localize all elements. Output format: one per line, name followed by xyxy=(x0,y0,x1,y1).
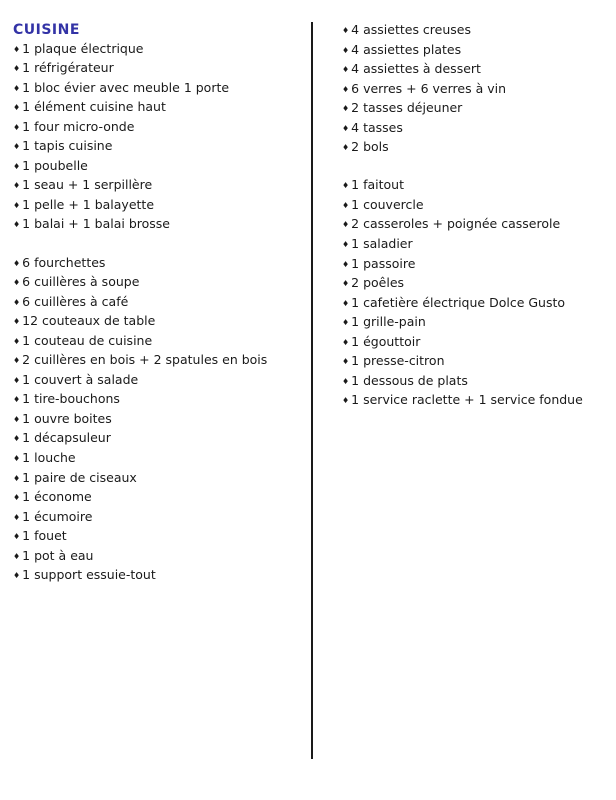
list-item xyxy=(13,390,305,410)
list-item xyxy=(13,547,305,567)
list-item-text: 4 assiettes à dessert xyxy=(351,61,481,77)
list-item-text: 1 support essuie-tout xyxy=(22,567,156,583)
list-item-text: 1 fouet xyxy=(22,528,67,544)
list-item xyxy=(13,312,305,332)
bullet-icon: ♦ xyxy=(342,298,350,308)
list-item-text: 4 assiettes plates xyxy=(351,41,462,57)
bullet-icon: ♦ xyxy=(13,200,21,210)
list-item-text: 4 tasses xyxy=(351,119,403,135)
list-item-text: 2 cuillères en bois + 2 spatules en bois xyxy=(22,352,268,368)
list-item-text: 1 ouvre boites xyxy=(22,410,112,426)
right-column-group-1 xyxy=(342,21,610,158)
list-item xyxy=(13,429,305,449)
list-item-text: 2 casseroles + poignée casserole xyxy=(351,216,561,232)
bullet-icon: ♦ xyxy=(342,65,350,75)
list-item-text: 1 passoire xyxy=(351,255,416,271)
column-divider xyxy=(311,22,313,759)
bullet-icon: ♦ xyxy=(13,181,21,191)
list-item-text: 1 couvercle xyxy=(351,196,424,212)
list-item xyxy=(13,118,305,138)
list-item-text: 1 poubelle xyxy=(22,157,88,173)
bullet-icon: ♦ xyxy=(342,104,350,114)
bullet-icon: ♦ xyxy=(13,356,21,366)
list-item-text: 1 plaque électrique xyxy=(22,40,144,56)
list-item-text: 1 tapis cuisine xyxy=(22,138,113,154)
list-item-text: 6 verres + 6 verres à vin xyxy=(351,80,506,96)
list-item xyxy=(13,410,305,430)
list-item xyxy=(13,40,305,60)
list-item xyxy=(342,294,610,314)
bullet-icon: ♦ xyxy=(13,278,21,288)
bullet-icon: ♦ xyxy=(342,376,350,386)
list-item xyxy=(342,196,610,216)
list-item-text: 1 paire de ciseaux xyxy=(22,469,137,485)
list-item xyxy=(13,157,305,177)
list-item xyxy=(342,313,610,333)
bullet-icon: ♦ xyxy=(13,103,21,113)
list-item-text: 1 élément cuisine haut xyxy=(22,99,166,115)
list-item-text: 12 couteaux de table xyxy=(22,313,156,329)
list-item xyxy=(13,176,305,196)
list-item-text: 4 assiettes creuses xyxy=(351,22,471,37)
bullet-icon: ♦ xyxy=(13,414,21,424)
list-item xyxy=(13,293,305,313)
list-item-text: 2 poêles xyxy=(351,275,405,291)
bullet-icon: ♦ xyxy=(342,318,350,328)
bullet-icon: ♦ xyxy=(342,337,350,347)
list-item xyxy=(342,21,610,41)
list-item xyxy=(13,566,305,586)
list-item-text: 1 décapsuleur xyxy=(22,430,111,446)
bullet-icon: ♦ xyxy=(342,181,350,191)
list-item-text: 1 couteau de cuisine xyxy=(22,332,153,348)
bullet-icon: ♦ xyxy=(342,123,350,133)
bullet-icon: ♦ xyxy=(13,44,21,54)
bullet-icon: ♦ xyxy=(13,375,21,385)
bullet-icon: ♦ xyxy=(13,258,21,268)
list-item xyxy=(342,391,610,411)
bullet-icon: ♦ xyxy=(342,220,350,230)
list-item xyxy=(342,138,610,158)
list-item xyxy=(13,215,305,235)
bullet-icon: ♦ xyxy=(13,161,21,171)
bullet-icon: ♦ xyxy=(342,200,350,210)
list-item-text: 6 cuillères à café xyxy=(22,293,129,309)
list-item xyxy=(13,332,305,352)
list-item xyxy=(13,196,305,216)
list-item xyxy=(13,469,305,489)
right-column xyxy=(342,21,610,411)
list-item xyxy=(342,235,610,255)
list-item xyxy=(13,351,305,371)
bullet-icon: ♦ xyxy=(13,64,21,74)
list-item-text: 1 couvert à salade xyxy=(22,371,139,387)
left-column xyxy=(13,21,305,586)
list-item-text: 1 cafetière électrique Dolce Gusto xyxy=(351,294,566,310)
bullet-icon: ♦ xyxy=(13,83,21,93)
list-item-text: 1 presse-citron xyxy=(351,353,445,369)
list-item xyxy=(13,371,305,391)
list-item-text: 1 service raclette + 1 service fondue xyxy=(351,392,583,408)
list-item xyxy=(342,333,610,353)
list-item xyxy=(342,352,610,372)
bullet-icon: ♦ xyxy=(13,493,21,503)
list-item-text: 1 écumoire xyxy=(22,508,93,524)
bullet-icon: ♦ xyxy=(13,336,21,346)
list-item-text: 1 tire-bouchons xyxy=(22,391,120,407)
bullet-icon: ♦ xyxy=(13,532,21,542)
bullet-icon: ♦ xyxy=(13,122,21,132)
page-title: CUISINE xyxy=(13,22,80,38)
bullet-icon: ♦ xyxy=(13,220,21,230)
list-item xyxy=(13,273,305,293)
list-item xyxy=(13,488,305,508)
bullet-icon: ♦ xyxy=(342,259,350,269)
bullet-icon: ♦ xyxy=(13,142,21,152)
bullet-icon: ♦ xyxy=(13,551,21,561)
left-column-group-1 xyxy=(13,40,305,235)
list-item xyxy=(342,274,610,294)
list-item xyxy=(13,98,305,118)
list-item xyxy=(342,176,610,196)
list-item-text: 1 grille-pain xyxy=(351,314,426,330)
list-item xyxy=(342,99,610,119)
list-item xyxy=(13,79,305,99)
list-item-text: 1 égouttoir xyxy=(351,333,421,349)
list-item xyxy=(342,119,610,139)
list-item-text: 1 faitout xyxy=(351,177,405,193)
list-item xyxy=(342,372,610,392)
list-item-text: 1 saladier xyxy=(351,236,413,252)
bullet-icon: ♦ xyxy=(342,396,350,406)
list-item xyxy=(13,254,305,274)
right-column-group-2 xyxy=(342,176,610,411)
list-item-text: 6 fourchettes xyxy=(22,254,106,270)
bullet-icon: ♦ xyxy=(342,143,350,153)
bullet-icon: ♦ xyxy=(13,434,21,444)
bullet-icon: ♦ xyxy=(342,240,350,250)
bullet-icon: ♦ xyxy=(13,317,21,327)
list-item xyxy=(13,59,305,79)
bullet-icon: ♦ xyxy=(342,26,350,35)
list-item-text: 1 balai + 1 balai brosse xyxy=(22,216,170,232)
bullet-icon: ♦ xyxy=(13,395,21,405)
bullet-icon: ♦ xyxy=(342,279,350,289)
list-item xyxy=(13,527,305,547)
list-item xyxy=(342,215,610,235)
list-item-text: 1 dessous de plats xyxy=(351,372,468,388)
list-item xyxy=(342,255,610,275)
list-item xyxy=(342,60,610,80)
bullet-icon: ♦ xyxy=(13,512,21,522)
left-column-group-2 xyxy=(13,254,305,586)
list-item-text: 1 louche xyxy=(22,450,76,466)
list-item xyxy=(13,449,305,469)
list-item-text: 1 pelle + 1 balayette xyxy=(22,196,155,212)
list-item-text: 1 bloc évier avec meuble 1 porte xyxy=(22,79,230,95)
bullet-icon: ♦ xyxy=(342,84,350,94)
list-item-text: 1 four micro-onde xyxy=(22,118,135,134)
bullet-icon: ♦ xyxy=(13,297,21,307)
list-item-text: 1 réfrigérateur xyxy=(22,60,114,76)
bullet-icon: ♦ xyxy=(13,473,21,483)
list-item-text: 2 bols xyxy=(351,139,389,155)
list-item-text: 6 cuillères à soupe xyxy=(22,274,140,290)
list-item-text: 1 économe xyxy=(22,489,92,505)
list-item-text: 1 pot à eau xyxy=(22,547,94,563)
list-item-text: 2 tasses déjeuner xyxy=(351,100,463,116)
list-item xyxy=(13,137,305,157)
list-item xyxy=(342,80,610,100)
list-item-text: 1 seau + 1 serpillère xyxy=(22,177,153,193)
bullet-icon: ♦ xyxy=(13,454,21,464)
bullet-icon: ♦ xyxy=(342,45,350,55)
list-item xyxy=(342,41,610,61)
bullet-icon: ♦ xyxy=(13,571,21,581)
list-item xyxy=(13,508,305,528)
bullet-icon: ♦ xyxy=(342,357,350,367)
